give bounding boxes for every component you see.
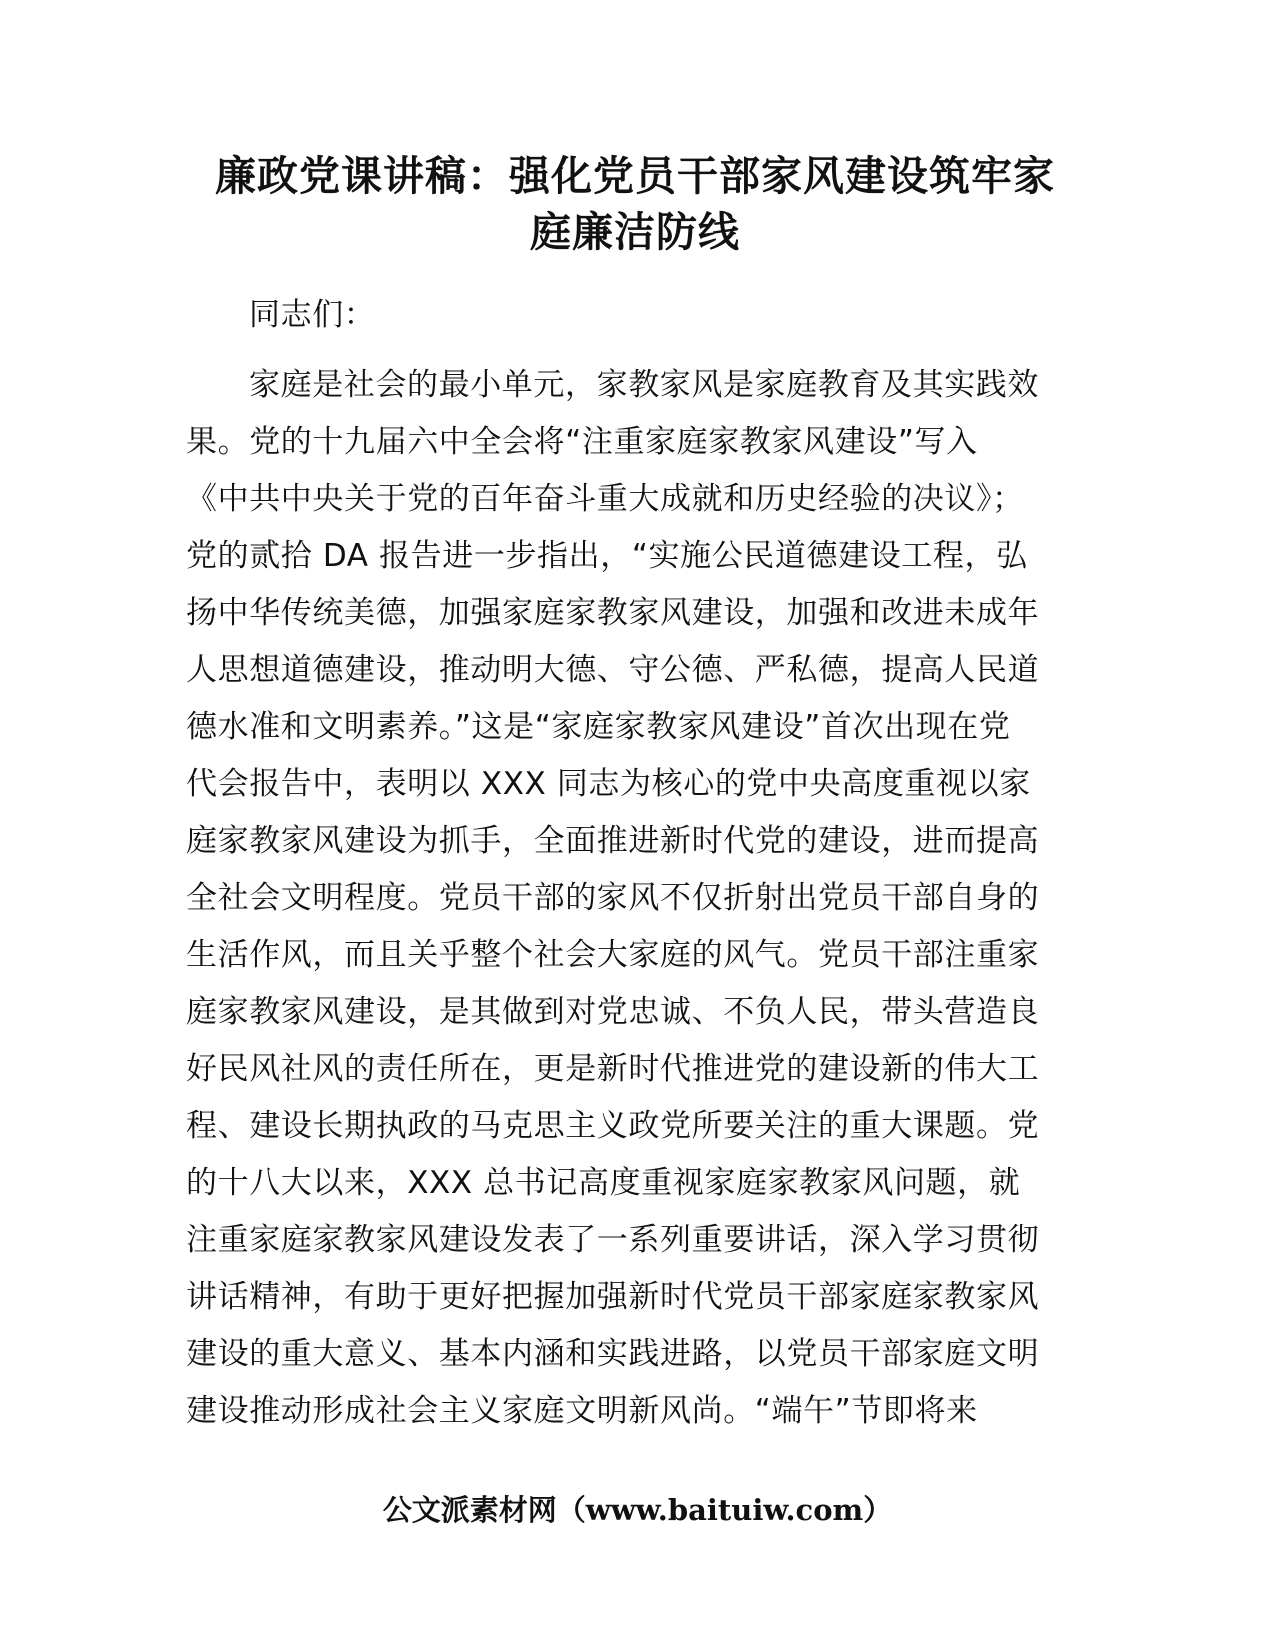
paragraph-line: 程、建设长期执政的马克思主义政党所要关注的重大课题。党 [186,1108,1040,1144]
paragraph-line: 庭家教家风建设，是其做到对党忠诚、不负人民，带头营造良 [186,994,1040,1030]
salutation: 同志们： [249,297,376,333]
document-title [170,148,1100,260]
page-footer: 公文派素材网（www.baituiw.com） [382,1493,893,1527]
paragraph-line: 果。党的十九届六中全会将“注重家庭家教家风建设”写入 [186,424,978,460]
paragraph-line: 扬中华传统美德，加强家庭家教家风建设，加强和改进未成年 [186,595,1040,631]
paragraph-line: 好民风社风的责任所在，更是新时代推进党的建设新的伟大工 [186,1051,1040,1087]
paragraph-line: 建设推动形成社会主义家庭文明新风尚。“端午”节即将来 [186,1393,978,1429]
paragraph-line: 德水准和文明素养。”这是“家庭家教家风建设”首次出现在党 [186,709,1011,745]
paragraph-line: 全社会文明程度。党员干部的家风不仅折射出党员干部自身的 [186,880,1040,916]
paragraph-line: 人思想道德建设，推动明大德、守公德、严私德，提高人民道 [186,652,1040,688]
paragraph-line: 《中共中央关于党的百年奋斗重大成就和历史经验的决议》； [186,481,1024,517]
paragraph-line: 讲话精神，有助于更好把握加强新时代党员干部家庭家教家风 [186,1279,1040,1315]
paragraph-line: 的十八大以来，XXX 总书记高度重视家庭家教家风问题，就 [186,1165,1021,1201]
paragraph-line: 建设的重大意义、基本内涵和实践进路，以党员干部家庭文明 [186,1336,1040,1372]
paragraph-line: 注重家庭家教家风建设发表了一系列重要讲话，深入学习贯彻 [186,1222,1040,1258]
paragraph-line: 生活作风，而且关乎整个社会大家庭的风气。党员干部注重家 [186,937,1040,973]
paragraph-line: 代会报告中，表明以 XXX 同志为核心的党中央高度重视以家 [186,766,1031,802]
body-paragraph [186,357,1086,1440]
title-line-1: 廉政党课讲稿：强化党员干部家风建设筑牢家 [215,152,1055,200]
paragraph-line: 家庭是社会的最小单元，家教家风是家庭教育及其实践效 [249,367,1039,403]
paragraph-line: 庭家教家风建设为抓手，全面推进新时代党的建设，进而提高 [186,823,1040,859]
paragraph-line: 党的贰拾 DA 报告进一步指出，“实施公民道德建设工程，弘 [186,538,1028,574]
title-line-2: 庭廉洁防线 [530,208,740,256]
